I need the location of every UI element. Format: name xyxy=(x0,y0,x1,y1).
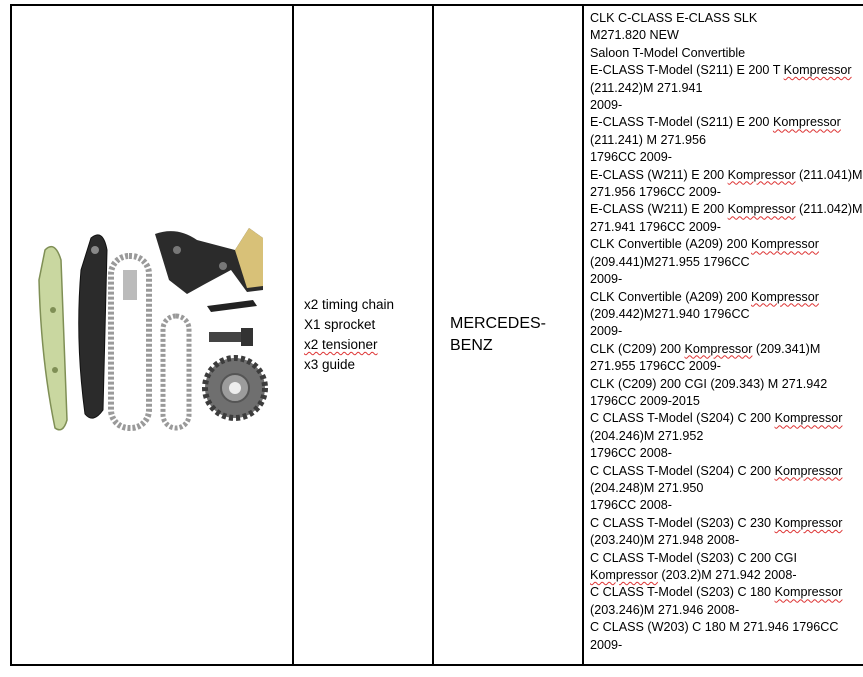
application-line: 271.956 1796CC 2009- xyxy=(590,185,721,200)
timing-chain-kit-photo xyxy=(27,220,277,450)
application-line: CLK (C209) 200 CGI (209.343) M 271.942 xyxy=(590,376,828,391)
application-line: (203.240)M 271.948 2008- xyxy=(590,533,740,548)
part-tensioner: x2 tensioner xyxy=(304,337,378,352)
part-guide: x3 guide xyxy=(304,357,356,372)
application-line: 1796CC 2008- xyxy=(590,498,672,513)
small-chain-icon xyxy=(163,316,189,428)
parts-line xyxy=(304,315,432,335)
applications-cell xyxy=(583,5,863,665)
application-line: E-CLASS T-Model (S211) E 200 Kompressor xyxy=(590,115,841,130)
green-guide-icon xyxy=(39,247,67,430)
catalog-table xyxy=(10,4,863,666)
application-line: (209.442)M271.940 1796CC xyxy=(590,306,750,321)
application-line: CLK (C209) 200 Kompressor (209.341)M xyxy=(590,341,821,356)
brand-cell xyxy=(433,5,583,665)
application-line: (204.248)M 271.950 xyxy=(590,480,704,495)
part-timing-chain: x2 timing chain xyxy=(304,297,395,312)
brand-line: BENZ xyxy=(450,337,493,354)
application-line: CLK Convertible (A209) 200 Kompressor xyxy=(590,289,819,304)
brand-line: MERCEDES- xyxy=(450,315,547,332)
parts-line xyxy=(304,335,432,355)
application-line: (203.246)M 271.946 2008- xyxy=(590,602,740,617)
application-line: (209.441)M271.955 1796CC xyxy=(590,254,750,269)
applications-list xyxy=(590,10,863,654)
application-line: CLK Convertible (A209) 200 Kompressor xyxy=(590,237,819,252)
application-line: 2009- xyxy=(590,98,623,113)
application-line: 271.941 1796CC 2009- xyxy=(590,219,721,234)
black-guide-icon xyxy=(79,235,107,418)
part-sprocket: X1 sprocket xyxy=(304,317,376,332)
application-line: M271.820 NEW xyxy=(590,28,679,43)
application-line: 2009- xyxy=(590,272,623,287)
product-image-cell xyxy=(11,5,293,665)
bolt-icon xyxy=(209,332,245,342)
application-line: C CLASS T-Model (S203) C 200 CGI xyxy=(590,550,797,565)
application-line: (211.241) M 271.956 xyxy=(590,132,706,147)
application-line: 2009- xyxy=(590,324,623,339)
application-line: E-CLASS (W211) E 200 Kompressor (211.041)M xyxy=(590,167,863,182)
application-line: 1796CC 2008- xyxy=(590,446,672,461)
application-line: 1796CC 2009- xyxy=(590,150,672,165)
application-line: 1796CC 2009-2015 xyxy=(590,393,700,408)
tensioner-blade-icon xyxy=(207,300,257,312)
application-line: C CLASS T-Model (S203) C 180 Kompressor xyxy=(590,585,843,600)
application-line: 271.955 1796CC 2009- xyxy=(590,359,721,374)
table-row xyxy=(11,5,863,665)
parts-cell xyxy=(293,5,433,665)
application-line: (211.242)M 271.941 xyxy=(590,80,703,95)
application-line: Kompressor (203.2)M 271.942 2008- xyxy=(590,568,797,582)
application-line: C CLASS T-Model (S204) C 200 Kompressor xyxy=(590,411,843,426)
application-line: 2009- xyxy=(590,637,623,652)
application-line: C CLASS T-Model (S203) C 230 Kompressor xyxy=(590,515,843,530)
application-line: (204.246)M 271.952 xyxy=(590,428,704,443)
application-line: C CLASS (W203) C 180 M 271.946 1796CC xyxy=(590,620,839,635)
sprocket-icon xyxy=(205,358,265,418)
application-line: CLK C-CLASS E-CLASS SLK xyxy=(590,11,758,25)
parts-line xyxy=(304,295,432,315)
application-line: E-CLASS T-Model (S211) E 200 T Kompressor xyxy=(590,63,852,78)
application-line: Saloon T-Model Convertible xyxy=(590,45,746,60)
application-line: C CLASS T-Model (S204) C 200 Kompressor xyxy=(590,463,843,478)
parts-line xyxy=(304,355,432,375)
application-line: E-CLASS (W211) E 200 Kompressor (211.042)M xyxy=(590,202,863,217)
